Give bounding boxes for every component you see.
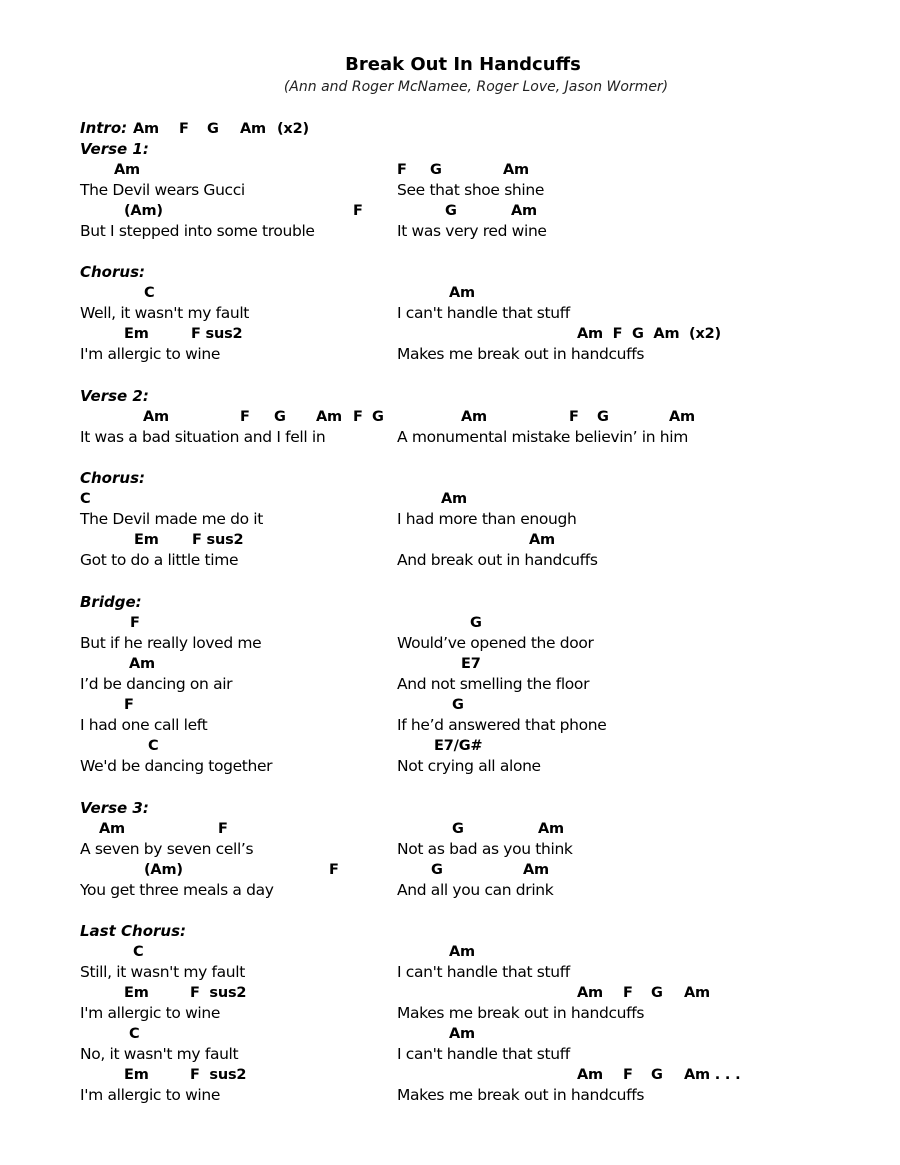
lyric-line: The Devil made me do it bbox=[80, 510, 263, 528]
chord: Em bbox=[124, 1067, 149, 1083]
chord: C bbox=[80, 491, 91, 507]
lyric-line: Makes me break out in handcuffs bbox=[397, 345, 645, 363]
song-title: Break Out In Handcuffs bbox=[345, 54, 581, 75]
chord: Am bbox=[449, 1026, 475, 1042]
chord: F bbox=[329, 862, 339, 878]
chord: C bbox=[133, 944, 144, 960]
chord: G bbox=[452, 821, 464, 837]
lyric-line: Makes me break out in handcuffs bbox=[397, 1004, 645, 1022]
chord: G bbox=[651, 1067, 663, 1083]
chord: Am bbox=[114, 162, 140, 178]
chord: Am bbox=[316, 409, 342, 425]
chord: Am bbox=[99, 821, 125, 837]
lyric-line: I can't handle that stuff bbox=[397, 304, 570, 322]
section-label-verse-3: Verse 3: bbox=[80, 799, 149, 817]
chord: Am bbox=[461, 409, 487, 425]
lyric-line: I'm allergic to wine bbox=[80, 1086, 221, 1104]
lyric-line: Well, it wasn't my fault bbox=[80, 304, 250, 322]
chord: G bbox=[597, 409, 609, 425]
section-label-last-chorus: Last Chorus: bbox=[80, 922, 186, 940]
lyric-line: Makes me break out in handcuffs bbox=[397, 1086, 645, 1104]
lyric-line: Would’ve opened the door bbox=[397, 634, 594, 652]
lyric-line: And not smelling the floor bbox=[397, 675, 590, 693]
lyric-line: A seven by seven cell’s bbox=[80, 840, 254, 858]
chord: G bbox=[372, 409, 384, 425]
chord: Am bbox=[538, 821, 564, 837]
chord: C bbox=[148, 738, 159, 754]
chord: (x2) bbox=[277, 121, 309, 137]
chord: G bbox=[470, 615, 482, 631]
lyric-line: But I stepped into some trouble bbox=[80, 222, 315, 240]
chord: G bbox=[445, 203, 457, 219]
chord: Am . . . bbox=[684, 1067, 741, 1083]
chord: Am bbox=[449, 285, 475, 301]
chord: Am bbox=[129, 656, 155, 672]
chord: F bbox=[130, 615, 140, 631]
chord: F bbox=[218, 821, 228, 837]
chord: F bbox=[623, 985, 633, 1001]
chord: G bbox=[207, 121, 219, 137]
lyric-line: The Devil wears Gucci bbox=[80, 181, 245, 199]
lyric-line: If he’d answered that phone bbox=[397, 716, 607, 734]
section-label-verse-1: Verse 1: bbox=[80, 140, 149, 158]
lyric-line: I'm allergic to wine bbox=[80, 345, 221, 363]
chord: Am F G Am (x2) bbox=[577, 326, 721, 342]
chord: G bbox=[431, 862, 443, 878]
lyric-line: I can't handle that stuff bbox=[397, 963, 570, 981]
chord: Am bbox=[684, 985, 710, 1001]
lyric-line: I can't handle that stuff bbox=[397, 1045, 570, 1063]
chord: Em bbox=[134, 532, 159, 548]
chord: F bbox=[353, 409, 363, 425]
chord: Em bbox=[124, 326, 149, 342]
section-label-intro: Intro: bbox=[80, 119, 128, 137]
chord: Em bbox=[124, 985, 149, 1001]
chord: Am bbox=[577, 985, 603, 1001]
chord: G bbox=[452, 697, 464, 713]
chord: F bbox=[179, 121, 189, 137]
chord: Am bbox=[240, 121, 266, 137]
chord: F bbox=[353, 203, 363, 219]
lyric-line: Still, it wasn't my fault bbox=[80, 963, 245, 981]
section-label-chorus: Chorus: bbox=[80, 263, 145, 281]
chord: F bbox=[569, 409, 579, 425]
song-credits: (Ann and Roger McNamee, Roger Love, Jason Wormer) bbox=[283, 79, 669, 95]
chord: F sus2 bbox=[190, 985, 247, 1001]
lyric-line: Not as bad as you think bbox=[397, 840, 573, 858]
lyric-line: And all you can drink bbox=[397, 881, 554, 899]
lyric-line: Not crying all alone bbox=[397, 757, 541, 775]
lyric-line: I'm allergic to wine bbox=[80, 1004, 221, 1022]
chord: F bbox=[623, 1067, 633, 1083]
lyric-line: And break out in handcuffs bbox=[397, 551, 598, 569]
chord: Am bbox=[529, 532, 555, 548]
chord: E7 bbox=[461, 656, 481, 672]
chord: Am bbox=[503, 162, 529, 178]
chord: F bbox=[124, 697, 134, 713]
chord: Am bbox=[143, 409, 169, 425]
lyric-line: I had one call left bbox=[80, 716, 208, 734]
chord: G bbox=[430, 162, 442, 178]
chord: F bbox=[240, 409, 250, 425]
lyric-line: It was a bad situation and I fell in bbox=[80, 428, 326, 446]
lyric-line: We'd be dancing together bbox=[80, 757, 273, 775]
chord: F sus2 bbox=[190, 1067, 247, 1083]
chord: Am bbox=[449, 944, 475, 960]
chord: G bbox=[651, 985, 663, 1001]
chord: F bbox=[397, 162, 407, 178]
section-label-chorus: Chorus: bbox=[80, 469, 145, 487]
chord: Am bbox=[523, 862, 549, 878]
section-label-verse-2: Verse 2: bbox=[80, 387, 149, 405]
chord: E7/G# bbox=[434, 738, 483, 754]
lyric-line: I’d be dancing on air bbox=[80, 675, 233, 693]
section-label-bridge: Bridge: bbox=[80, 593, 142, 611]
lyric-line: You get three meals a day bbox=[80, 881, 274, 899]
chord: (Am) bbox=[124, 203, 163, 219]
chord: Am bbox=[133, 121, 159, 137]
chord: F sus2 bbox=[192, 532, 244, 548]
lyric-line: But if he really loved me bbox=[80, 634, 262, 652]
chord: C bbox=[144, 285, 155, 301]
lyric-line: I had more than enough bbox=[397, 510, 577, 528]
chord: Am bbox=[441, 491, 467, 507]
chord: (Am) bbox=[144, 862, 183, 878]
lyric-line: See that shoe shine bbox=[397, 181, 545, 199]
chord: C bbox=[129, 1026, 140, 1042]
chord: Am bbox=[577, 1067, 603, 1083]
chord: Am bbox=[511, 203, 537, 219]
lyric-line: It was very red wine bbox=[397, 222, 547, 240]
lyric-line: A monumental mistake believin’ in him bbox=[397, 428, 688, 446]
chord: F sus2 bbox=[191, 326, 243, 342]
lyric-line: No, it wasn't my fault bbox=[80, 1045, 239, 1063]
lyric-line: Got to do a little time bbox=[80, 551, 239, 569]
chord: G bbox=[274, 409, 286, 425]
chord: Am bbox=[669, 409, 695, 425]
